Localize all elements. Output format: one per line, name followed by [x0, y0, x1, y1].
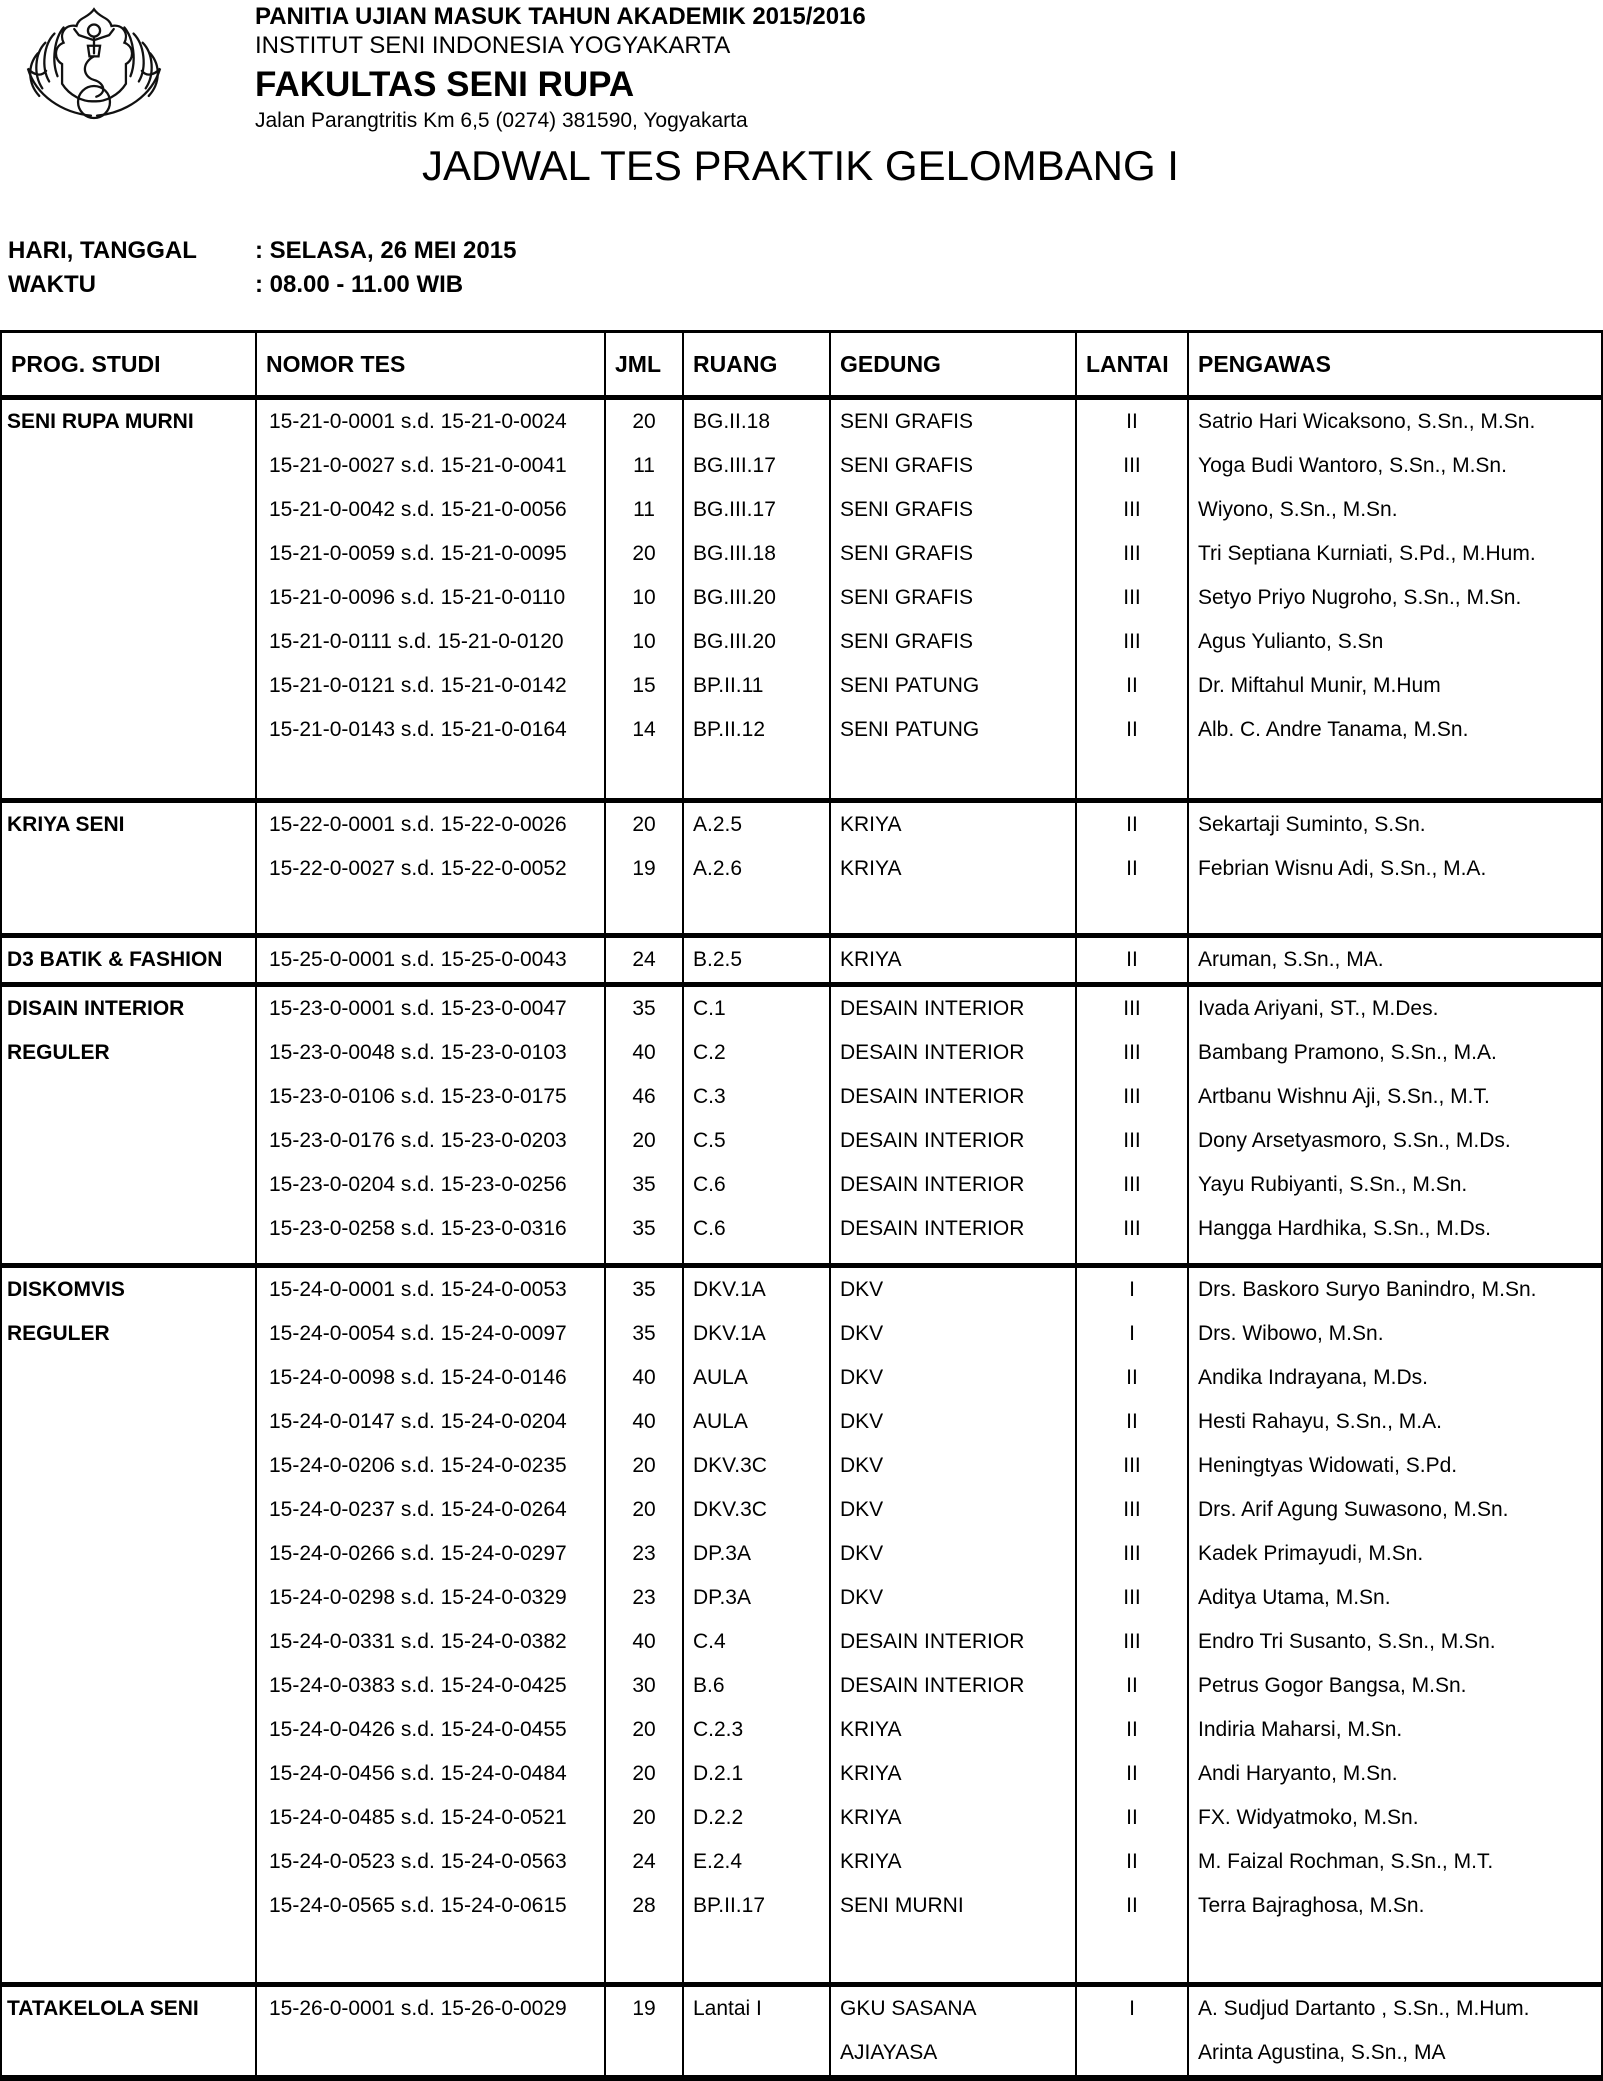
lantai-cell: III [1076, 532, 1188, 576]
page-title: JADWAL TES PRAKTIK GELOMBANG I [422, 142, 1179, 189]
ruang-cell: C.1 [683, 985, 830, 1032]
spacer-cell [683, 1251, 830, 1266]
lantai-cell: II [1076, 398, 1188, 445]
lantai-cell: II [1076, 936, 1188, 985]
ruang-cell: Lantai I [683, 1985, 830, 2079]
pengawas-cell: Andika Indrayana, M.Ds. [1188, 1356, 1602, 1400]
spacer-cell [605, 1928, 683, 1985]
gedung-cell: DESAIN INTERIOR [830, 985, 1076, 1032]
nomor-tes-cell: 15-23-0-0001 s.d. 15-23-0-0047 [256, 985, 605, 1032]
nomor-tes-cell: 15-24-0-0523 s.d. 15-24-0-0563 [256, 1840, 605, 1884]
ruang-cell: BG.II.18 [683, 398, 830, 445]
ruang-cell: A.2.5 [683, 801, 830, 848]
lantai-cell: III [1076, 1031, 1188, 1075]
table-row [1, 985, 1602, 1032]
jml-cell: 20 [605, 1119, 683, 1163]
nomor-tes-cell: 15-24-0-0001 s.d. 15-24-0-0053 [256, 1266, 605, 1313]
nomor-tes-cell: 15-21-0-0059 s.d. 15-21-0-0095 [256, 532, 605, 576]
gedung-cell: DKV [830, 1444, 1076, 1488]
nomor-tes-cell: 15-21-0-0143 s.d. 15-21-0-0164 [256, 708, 605, 752]
gedung-cell: SENI PATUNG [830, 664, 1076, 708]
jml-cell: 20 [605, 1752, 683, 1796]
spacer-cell [1188, 752, 1602, 801]
gedung-cell: SENI GRAFIS [830, 620, 1076, 664]
lantai-cell: III [1076, 1163, 1188, 1207]
lantai-cell: II [1076, 1796, 1188, 1840]
ruang-cell: BP.II.11 [683, 664, 830, 708]
ruang-cell: DP.3A [683, 1532, 830, 1576]
lantai-cell: II [1076, 801, 1188, 848]
spacer-cell [1076, 1928, 1188, 1985]
spacer-cell [830, 891, 1076, 936]
info-row-day-date [8, 234, 516, 268]
pengawas-cell: Terra Bajraghosa, M.Sn. [1188, 1884, 1602, 1928]
time-label: WAKTU [8, 271, 96, 298]
faculty-name: FAKULTAS SENI RUPA [255, 65, 635, 104]
gedung-cell: GKU SASANA AJIAYASA [830, 1985, 1076, 2079]
jml-cell: 15 [605, 664, 683, 708]
lantai-cell: III [1076, 1488, 1188, 1532]
jml-cell: 14 [605, 708, 683, 752]
gedung-cell: DKV [830, 1400, 1076, 1444]
table-row [1, 1985, 1602, 2079]
jml-cell: 20 [605, 1444, 683, 1488]
column-header-jml: JML [605, 332, 683, 398]
lantai-cell: III [1076, 1620, 1188, 1664]
pengawas-cell: Artbanu Wishnu Aji, S.Sn., M.T. [1188, 1075, 1602, 1119]
jml-cell: 11 [605, 444, 683, 488]
jml-cell: 19 [605, 1985, 683, 2079]
lantai-cell: III [1076, 985, 1188, 1032]
nomor-tes-cell: 15-26-0-0001 s.d. 15-26-0-0029 [256, 1985, 605, 2079]
lantai-cell: III [1076, 1444, 1188, 1488]
pengawas-cell: Drs. Wibowo, M.Sn. [1188, 1312, 1602, 1356]
lantai-cell: III [1076, 1119, 1188, 1163]
pengawas-cell: Drs. Arif Agung Suwasono, M.Sn. [1188, 1488, 1602, 1532]
spacer-cell [256, 1251, 605, 1266]
spacer-cell [605, 1251, 683, 1266]
ruang-cell: AULA [683, 1356, 830, 1400]
lantai-cell: I [1076, 1266, 1188, 1313]
gedung-cell: KRIYA [830, 1796, 1076, 1840]
jml-cell: 30 [605, 1664, 683, 1708]
jml-cell: 40 [605, 1400, 683, 1444]
nomor-tes-cell: 15-23-0-0258 s.d. 15-23-0-0316 [256, 1207, 605, 1251]
pengawas-cell: Yoga Budi Wantoro, S.Sn., M.Sn. [1188, 444, 1602, 488]
pengawas-cell: Wiyono, S.Sn., M.Sn. [1188, 488, 1602, 532]
pengawas-cell: Drs. Baskoro Suryo Banindro, M.Sn. [1188, 1266, 1602, 1313]
gedung-cell: KRIYA [830, 1840, 1076, 1884]
column-header-nomor-tes: NOMOR TES [256, 332, 605, 398]
pengawas-cell: Yayu Rubiyanti, S.Sn., M.Sn. [1188, 1163, 1602, 1207]
lantai-cell: II [1076, 1664, 1188, 1708]
nomor-tes-cell: 15-21-0-0121 s.d. 15-21-0-0142 [256, 664, 605, 708]
institute-name: INSTITUT SENI INDONESIA YOGYAKARTA [255, 32, 731, 59]
nomor-tes-cell: 15-24-0-0485 s.d. 15-24-0-0521 [256, 1796, 605, 1840]
jml-cell: 20 [605, 1708, 683, 1752]
pengawas-cell: Andi Haryanto, M.Sn. [1188, 1752, 1602, 1796]
nomor-tes-cell: 15-21-0-0042 s.d. 15-21-0-0056 [256, 488, 605, 532]
ruang-cell: DKV.3C [683, 1488, 830, 1532]
nomor-tes-cell: 15-23-0-0106 s.d. 15-23-0-0175 [256, 1075, 605, 1119]
table-row [1, 1266, 1602, 1313]
column-header-gedung: GEDUNG [830, 332, 1076, 398]
gedung-cell: KRIYA [830, 936, 1076, 985]
gedung-cell: DKV [830, 1312, 1076, 1356]
spacer-cell [1076, 752, 1188, 801]
gedung-cell: SENI GRAFIS [830, 488, 1076, 532]
lantai-cell: III [1076, 1576, 1188, 1620]
ruang-cell: C.5 [683, 1119, 830, 1163]
pengawas-cell: Ivada Ariyani, ST., M.Des. [1188, 985, 1602, 1032]
pengawas-cell: Petrus Gogor Bangsa, M.Sn. [1188, 1664, 1602, 1708]
ruang-cell: BP.II.17 [683, 1884, 830, 1928]
spacer-cell [683, 891, 830, 936]
program-study-cell: DISKOMVIS REGULER [1, 1266, 256, 1985]
nomor-tes-cell: 15-24-0-0456 s.d. 15-24-0-0484 [256, 1752, 605, 1796]
ruang-cell: C.6 [683, 1207, 830, 1251]
ruang-cell: DP.3A [683, 1576, 830, 1620]
program-study-cell: D3 BATIK & FASHION [1, 936, 256, 985]
nomor-tes-cell: 15-25-0-0001 s.d. 15-25-0-0043 [256, 936, 605, 985]
nomor-tes-cell: 15-21-0-0111 s.d. 15-21-0-0120 [256, 620, 605, 664]
pengawas-cell: Kadek Primayudi, M.Sn. [1188, 1532, 1602, 1576]
ruang-cell: C.6 [683, 1163, 830, 1207]
spacer-cell [1188, 1928, 1602, 1985]
gedung-cell: DKV [830, 1488, 1076, 1532]
nomor-tes-cell: 15-24-0-0098 s.d. 15-24-0-0146 [256, 1356, 605, 1400]
ruang-cell: BG.III.20 [683, 620, 830, 664]
nomor-tes-cell: 15-24-0-0383 s.d. 15-24-0-0425 [256, 1664, 605, 1708]
nomor-tes-cell: 15-24-0-0331 s.d. 15-24-0-0382 [256, 1620, 605, 1664]
lantai-cell: III [1076, 1207, 1188, 1251]
jml-cell: 35 [605, 1163, 683, 1207]
jml-cell: 23 [605, 1576, 683, 1620]
ruang-cell: AULA [683, 1400, 830, 1444]
pengawas-cell: Febrian Wisnu Adi, S.Sn., M.A. [1188, 847, 1602, 891]
ruang-cell: C.3 [683, 1075, 830, 1119]
lantai-cell: III [1076, 488, 1188, 532]
day-date-value: : SELASA, 26 MEI 2015 [255, 237, 517, 264]
spacer-cell [256, 752, 605, 801]
address-line: Jalan Parangtritis Km 6,5 (0274) 381590, Yogyakarta [255, 109, 748, 132]
committee-name: PANITIA UJIAN MASUK TAHUN AKADEMIK 2015/2016 [255, 3, 866, 30]
gedung-cell: DKV [830, 1532, 1076, 1576]
gedung-cell: SENI GRAFIS [830, 576, 1076, 620]
pengawas-cell: Alb. C. Andre Tanama, M.Sn. [1188, 708, 1602, 752]
ruang-cell: C.4 [683, 1620, 830, 1664]
ruang-cell: E.2.4 [683, 1840, 830, 1884]
isi-yogyakarta-emblem-icon [18, 2, 170, 126]
ruang-cell: B.6 [683, 1664, 830, 1708]
lantai-cell: II [1076, 1356, 1188, 1400]
spacer-cell [605, 891, 683, 936]
column-header-pengawas: PENGAWAS [1188, 332, 1602, 398]
nomor-tes-cell: 15-23-0-0176 s.d. 15-23-0-0203 [256, 1119, 605, 1163]
lantai-cell: III [1076, 1075, 1188, 1119]
table-header [1, 332, 1602, 398]
gedung-cell: DESAIN INTERIOR [830, 1664, 1076, 1708]
spacer-cell [1076, 891, 1188, 936]
spacer-cell [1188, 1251, 1602, 1266]
ruang-cell: BP.II.12 [683, 708, 830, 752]
pengawas-cell: Indiria Maharsi, M.Sn. [1188, 1708, 1602, 1752]
jml-cell: 24 [605, 936, 683, 985]
table-row [1, 936, 1602, 985]
pengawas-cell: Setyo Priyo Nugroho, S.Sn., M.Sn. [1188, 576, 1602, 620]
nomor-tes-cell: 15-24-0-0054 s.d. 15-24-0-0097 [256, 1312, 605, 1356]
schedule-info [8, 234, 516, 302]
pengawas-cell: Agus Yulianto, S.Sn [1188, 620, 1602, 664]
jml-cell: 11 [605, 488, 683, 532]
ruang-cell: BG.III.17 [683, 488, 830, 532]
program-study-cell: TATAKELOLA SENI [1, 1985, 256, 2079]
gedung-cell: SENI GRAFIS [830, 444, 1076, 488]
pengawas-cell: Bambang Pramono, S.Sn., M.A. [1188, 1031, 1602, 1075]
ruang-cell: BG.III.20 [683, 576, 830, 620]
jml-cell: 20 [605, 801, 683, 848]
gedung-cell: KRIYA [830, 1752, 1076, 1796]
schedule-table-body [1, 398, 1602, 2079]
pengawas-cell: Dony Arsetyasmoro, S.Sn., M.Ds. [1188, 1119, 1602, 1163]
column-header-ruang: RUANG [683, 332, 830, 398]
jml-cell: 40 [605, 1356, 683, 1400]
jml-cell: 35 [605, 1266, 683, 1313]
gedung-cell: KRIYA [830, 1708, 1076, 1752]
lantai-cell: II [1076, 1400, 1188, 1444]
jml-cell: 23 [605, 1532, 683, 1576]
table-row [1, 398, 1602, 445]
nomor-tes-cell: 15-21-0-0001 s.d. 15-21-0-0024 [256, 398, 605, 445]
nomor-tes-cell: 15-24-0-0426 s.d. 15-24-0-0455 [256, 1708, 605, 1752]
nomor-tes-cell: 15-21-0-0096 s.d. 15-21-0-0110 [256, 576, 605, 620]
gedung-cell: SENI PATUNG [830, 708, 1076, 752]
pengawas-cell: Aditya Utama, M.Sn. [1188, 1576, 1602, 1620]
gedung-cell: DESAIN INTERIOR [830, 1207, 1076, 1251]
lantai-cell: III [1076, 620, 1188, 664]
ruang-cell: A.2.6 [683, 847, 830, 891]
info-row-time [8, 268, 516, 302]
table-row [1, 801, 1602, 848]
gedung-cell: DKV [830, 1576, 1076, 1620]
lantai-cell: II [1076, 1752, 1188, 1796]
ruang-cell: DKV.3C [683, 1444, 830, 1488]
ruang-cell: C.2 [683, 1031, 830, 1075]
nomor-tes-cell: 15-22-0-0001 s.d. 15-22-0-0026 [256, 801, 605, 848]
spacer-cell [683, 752, 830, 801]
pengawas-cell: Tri Septiana Kurniati, S.Pd., M.Hum. [1188, 532, 1602, 576]
nomor-tes-cell: 15-23-0-0048 s.d. 15-23-0-0103 [256, 1031, 605, 1075]
lantai-cell: II [1076, 847, 1188, 891]
gedung-cell: KRIYA [830, 801, 1076, 848]
spacer-cell [830, 1251, 1076, 1266]
nomor-tes-cell: 15-24-0-0237 s.d. 15-24-0-0264 [256, 1488, 605, 1532]
lantai-cell: II [1076, 708, 1188, 752]
pengawas-cell: Hesti Rahayu, S.Sn., M.A. [1188, 1400, 1602, 1444]
lantai-cell: II [1076, 1708, 1188, 1752]
jml-cell: 35 [605, 1312, 683, 1356]
schedule-table [0, 330, 1603, 2081]
nomor-tes-cell: 15-23-0-0204 s.d. 15-23-0-0256 [256, 1163, 605, 1207]
jml-cell: 10 [605, 620, 683, 664]
spacer-cell [1076, 1251, 1188, 1266]
jml-cell: 10 [605, 576, 683, 620]
nomor-tes-cell: 15-24-0-0147 s.d. 15-24-0-0204 [256, 1400, 605, 1444]
nomor-tes-cell: 15-21-0-0027 s.d. 15-21-0-0041 [256, 444, 605, 488]
lantai-cell: II [1076, 1840, 1188, 1884]
jml-cell: 20 [605, 1488, 683, 1532]
jml-cell: 24 [605, 1840, 683, 1884]
jml-cell: 40 [605, 1620, 683, 1664]
spacer-cell [256, 1928, 605, 1985]
jml-cell: 35 [605, 1207, 683, 1251]
lantai-cell: III [1076, 1532, 1188, 1576]
gedung-cell: DESAIN INTERIOR [830, 1031, 1076, 1075]
pengawas-cell: Aruman, S.Sn., MA. [1188, 936, 1602, 985]
ruang-cell: D.2.1 [683, 1752, 830, 1796]
pengawas-cell: M. Faizal Rochman, S.Sn., M.T. [1188, 1840, 1602, 1884]
spacer-cell [256, 891, 605, 936]
pengawas-cell: Sekartaji Suminto, S.Sn. [1188, 801, 1602, 848]
pengawas-cell: Endro Tri Susanto, S.Sn., M.Sn. [1188, 1620, 1602, 1664]
ruang-cell: C.2.3 [683, 1708, 830, 1752]
jml-cell: 20 [605, 532, 683, 576]
jml-cell: 46 [605, 1075, 683, 1119]
jml-cell: 20 [605, 1796, 683, 1840]
pengawas-cell: Satrio Hari Wicaksono, S.Sn., M.Sn. [1188, 398, 1602, 445]
day-date-label: HARI, TANGGAL [8, 237, 197, 264]
time-value: : 08.00 - 11.00 WIB [255, 271, 464, 298]
spacer-cell [1188, 891, 1602, 936]
spacer-cell [830, 1928, 1076, 1985]
nomor-tes-cell: 15-24-0-0206 s.d. 15-24-0-0235 [256, 1444, 605, 1488]
ruang-cell: BG.III.17 [683, 444, 830, 488]
column-header-prog-studi: PROG. STUDI [1, 332, 256, 398]
ruang-cell: DKV.1A [683, 1312, 830, 1356]
gedung-cell: DESAIN INTERIOR [830, 1620, 1076, 1664]
jml-cell: 28 [605, 1884, 683, 1928]
column-header-lantai: LANTAI [1076, 332, 1188, 398]
ruang-cell: D.2.2 [683, 1796, 830, 1840]
lantai-cell: II [1076, 664, 1188, 708]
program-study-cell: SENI RUPA MURNI [1, 398, 256, 801]
ruang-cell: BG.III.18 [683, 532, 830, 576]
gedung-cell: DKV [830, 1266, 1076, 1313]
jml-cell: 40 [605, 1031, 683, 1075]
jml-cell: 20 [605, 398, 683, 445]
gedung-cell: DKV [830, 1356, 1076, 1400]
gedung-cell: SENI GRAFIS [830, 398, 1076, 445]
spacer-cell [830, 752, 1076, 801]
gedung-cell: DESAIN INTERIOR [830, 1163, 1076, 1207]
lantai-cell: II [1076, 1884, 1188, 1928]
lantai-cell: III [1076, 444, 1188, 488]
spacer-cell [605, 752, 683, 801]
jml-cell: 35 [605, 985, 683, 1032]
nomor-tes-cell: 15-24-0-0298 s.d. 15-24-0-0329 [256, 1576, 605, 1620]
pengawas-cell: Hangga Hardhika, S.Sn., M.Ds. [1188, 1207, 1602, 1251]
pengawas-cell: A. Sudjud Dartanto , S.Sn., M.Hum. Arinta Agustina, S.Sn., MA [1188, 1985, 1602, 2079]
nomor-tes-cell: 15-22-0-0027 s.d. 15-22-0-0052 [256, 847, 605, 891]
lantai-cell: III [1076, 576, 1188, 620]
gedung-cell: SENI MURNI [830, 1884, 1076, 1928]
nomor-tes-cell: 15-24-0-0565 s.d. 15-24-0-0615 [256, 1884, 605, 1928]
spacer-cell [683, 1928, 830, 1985]
pengawas-cell: Heningtyas Widowati, S.Pd. [1188, 1444, 1602, 1488]
gedung-cell: DESAIN INTERIOR [830, 1119, 1076, 1163]
nomor-tes-cell: 15-24-0-0266 s.d. 15-24-0-0297 [256, 1532, 605, 1576]
gedung-cell: DESAIN INTERIOR [830, 1075, 1076, 1119]
lantai-cell: I [1076, 1312, 1188, 1356]
program-study-cell: KRIYA SENI [1, 801, 256, 936]
pengawas-cell: Dr. Miftahul Munir, M.Hum [1188, 664, 1602, 708]
gedung-cell: SENI GRAFIS [830, 532, 1076, 576]
ruang-cell: DKV.1A [683, 1266, 830, 1313]
jml-cell: 19 [605, 847, 683, 891]
program-study-cell: DISAIN INTERIOR REGULER [1, 985, 256, 1266]
ruang-cell: B.2.5 [683, 936, 830, 985]
pengawas-cell: FX. Widyatmoko, M.Sn. [1188, 1796, 1602, 1840]
lantai-cell: I [1076, 1985, 1188, 2079]
gedung-cell: KRIYA [830, 847, 1076, 891]
